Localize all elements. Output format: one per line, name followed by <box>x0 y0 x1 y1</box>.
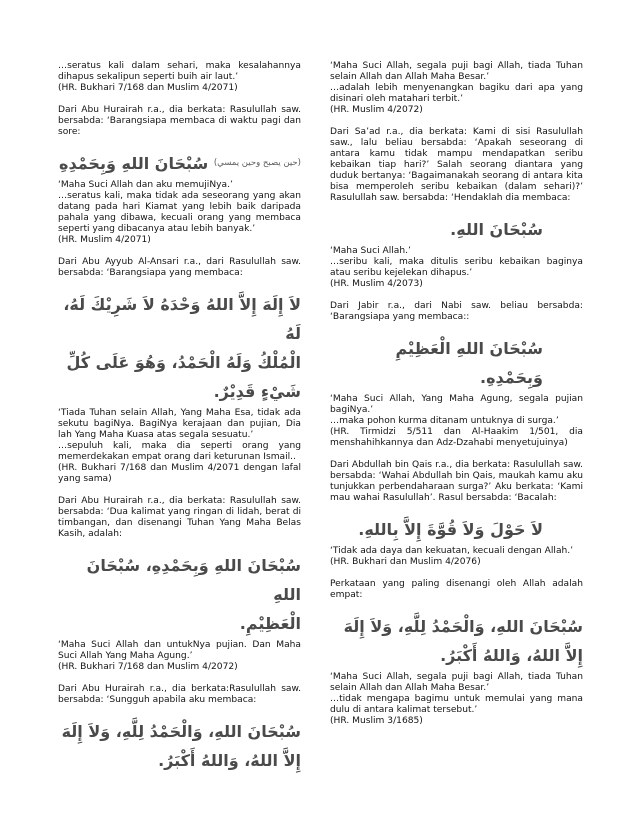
text-block <box>330 460 583 504</box>
arabic-line: لاَ حَوْلَ وَلاَ قُوَّةَ إِلاَّ بِاللهِ. <box>358 520 543 539</box>
arabic-note: (حين يصبح وحين يمسي) <box>213 158 301 168</box>
text-block <box>330 546 583 568</box>
arabic-dhikr <box>330 215 583 244</box>
narration-intro: Dari Sa’ad r.a., dia berkata: Kami di sisi Rasulullah saw., lalu beliau bersabda: ‘Apakah seseorang di antara kamu tidak mampu mendapatkan seribu kebaikan tiap hari?’ Salah seorang diantara yang duduk bertanya: ‘Bagaimanakah seorang di antara kita bisa memperoleh seribu kebaikan (dalam sehari)?’ Rasulullah saw. bersabda: ‘Hendaklah dia membaca: <box>330 127 583 203</box>
text-block <box>58 684 301 706</box>
translation: ‘Maha Suci Allah dan aku memujiNya.’ <box>58 180 233 190</box>
hadith-continuation: …sepuluh kali, maka dia seperti orang yang memerdekakan empat orang dari keturunan Ismail.. <box>58 441 301 462</box>
text-block <box>58 496 301 540</box>
source-reference: (HR. Bukhari 7/168 dan Muslim 4/2071 dengan lafal yang sama) <box>58 463 301 484</box>
text-block <box>58 105 301 138</box>
arabic-line: الْمُلْكُ وَلَهُ الْحَمْدُ، وَهُوَ عَلَى كُلِّ <box>66 353 301 372</box>
text-block <box>58 257 301 279</box>
arabic-dhikr <box>330 334 583 392</box>
arabic-dhikr <box>58 149 301 178</box>
hadith-continuation: …seratus kali, maka tidak ada seseorang yang akan datang pada hari Kiamat yang lebih baik daripada pahala yang dibawa, kecuali orang yang membaca seperti yang dibacanya atau lebih banyak.’ <box>58 191 301 234</box>
arabic-dhikr <box>58 290 301 406</box>
hadith-continuation: …seribu kali, maka ditulis seribu kebaikan baginya atau seribu kejelekan dihapus.’ <box>330 257 583 278</box>
text-block <box>330 394 583 449</box>
hadith-continuation: …tidak mengapa bagimu untuk memulai yang mana dulu di antara kalimat tersebut.’ <box>330 694 583 715</box>
translation: ‘Maha Suci Allah, segala puji bagi Allah, tiada Tuhan selain Allah dan Allah Maha Besar.’ <box>330 672 583 693</box>
narration-intro: Perkataan yang paling disenangi oleh Allah adalah empat: <box>330 579 583 600</box>
hadith-continuation: …seratus kali dalam sehari, maka kesalahannya dihapus sekalipun seperti buih air laut.’ <box>58 61 301 82</box>
translation: ‘Maha Suci Allah.’ <box>330 246 411 256</box>
narration-intro: Dari Abu Ayyub Al-Ansari r.a., dari Rasulullah saw. bersabda: ‘Barangsiapa yang membaca: <box>58 257 301 278</box>
arabic-line: لاَ إِلَهَ إِلاَّ اللهُ وَحْدَهُ لاَ شَرِيْكَ لَهُ، لَهُ <box>63 295 301 343</box>
arabic-line: سُبْحَانَ اللهِ الْعَظِيْمِ وَبِحَمْدِهِ. <box>395 339 543 387</box>
source-reference: (HR. Bukhari 7/168 dan Muslim 4/2071) <box>58 83 238 93</box>
source-reference: (HR. Bukhari 7/168 dan Muslim 4/2072) <box>58 662 238 672</box>
narration-intro: Dari Abu Hurairah r.a., dia berkata: Rasulullah saw. bersabda: ‘Barangsiapa membaca di waktu pagi dan sore: <box>58 105 301 137</box>
arabic-dhikr <box>330 515 583 544</box>
narration-intro: Dari Abu Hurairah r.a., dia berkata:Rasulullah saw. bersabda: ‘Sungguh apabila aku membaca: <box>58 684 301 705</box>
text-block <box>58 61 301 94</box>
text-block <box>58 180 301 246</box>
left-column <box>58 61 301 777</box>
source-reference: (HR. Muslim 4/2073) <box>330 279 423 289</box>
arabic-line: سُبْحَانَ اللهِ وَبِحَمْدِهِ، سُبْحَانَ اللهِ <box>86 556 301 604</box>
arabic-line-with-note <box>58 149 301 178</box>
narration-intro: Dari Abu Hurairah r.a., dia berkata: Rasulullah saw. bersabda: ‘Dua kalimat yang ringan di lidah, berat di timbangan, dan disenangi Tuhan Yang Maha Belas Kasih, adalah: <box>58 496 301 539</box>
arabic-line: سُبْحَانَ اللهِ وَبِحَمْدِهِ <box>59 154 209 173</box>
text-block <box>330 127 583 204</box>
translation: ‘Tidak ada daya dan kekuatan, kecuali dengan Allah.’ <box>330 546 574 556</box>
translation: ‘Maha Suci Allah, Yang Maha Agung, segala pujian bagiNya.’ <box>330 394 583 415</box>
source-reference: (HR. Bukhari dan Muslim 4/2076) <box>330 557 481 567</box>
arabic-line: شَيْءٍ قَدِيْرٌ. <box>213 382 301 401</box>
arabic-dhikr <box>330 612 583 670</box>
arabic-line: سُبْحَانَ اللهِ. <box>450 220 543 239</box>
source-reference: (HR. Muslim 4/2071) <box>58 235 151 245</box>
arabic-line: سُبْحَانَ اللهِ، وَالْحَمْدُ لِلَّهِ، وَلاَ إِلَهَ <box>343 617 583 636</box>
arabic-line: الْعَظِيْمِ. <box>239 614 301 633</box>
hadith-continuation: …adalah lebih menyenangkan bagiku dari apa yang disinari oleh matahari terbit.’ <box>330 83 583 104</box>
source-reference: (HR. Muslim 3/1685) <box>330 716 423 726</box>
narration-intro: Dari Abdullah bin Qais r.a., dia berkata: Rasulullah saw. bersabda: ‘Wahai Abdullah bin Qais, maukah kamu aku tunjukkan perbendaharaan surga?’ Aku berkata: ‘Kami mau wahai Rasulullah’. Rasul bersabda: ‘Bacalah: <box>330 460 583 503</box>
text-block <box>330 672 583 727</box>
source-reference: (HR. Muslim 4/2072) <box>330 105 423 115</box>
text-block <box>58 640 301 673</box>
translation: ‘Maha Suci Allah, segala puji bagi Allah, tiada Tuhan selain Allah dan Allah Maha Besar.’ <box>330 61 583 82</box>
text-block <box>330 61 583 116</box>
narration-intro: Dari Jabir r.a., dari Nabi saw. beliau bersabda: ‘Barangsiapa yang membaca:: <box>330 301 583 322</box>
text-block <box>58 408 301 485</box>
text-block <box>330 301 583 323</box>
right-column <box>330 61 583 738</box>
translation: ‘Tiada Tuhan selain Allah, Yang Maha Esa, tidak ada sekutu bagiNya. BagiNya kerajaan dan pujian, Dia lah Yang Maha Kuasa atas segala sesuatu.’ <box>58 408 301 440</box>
translation: ‘Maha Suci Allah dan untukNya pujian. Dan Maha Suci Allah Yang Maha Agung.’ <box>58 640 301 661</box>
arabic-line: إِلاَّ اللهُ، وَاللهُ أَكْبَرُ. <box>158 751 301 770</box>
arabic-line: إِلاَّ اللهُ، وَاللهُ أَكْبَرُ. <box>440 646 583 665</box>
arabic-dhikr <box>58 717 301 775</box>
source-reference: (HR. Tirmidzi 5/511 dan Al-Haakim 1/501, dia menshahihkannya dan Adz-Dzahabi menyetujuinya) <box>330 427 583 448</box>
text-block <box>330 579 583 601</box>
text-block <box>330 246 583 290</box>
hadith-continuation: …maka pohon kurma ditanam untuknya di surga.’ <box>330 416 559 426</box>
arabic-dhikr <box>58 551 301 638</box>
arabic-line: سُبْحَانَ اللهِ، وَالْحَمْدُ لِلَّهِ، وَلاَ إِلَهَ <box>61 722 301 741</box>
